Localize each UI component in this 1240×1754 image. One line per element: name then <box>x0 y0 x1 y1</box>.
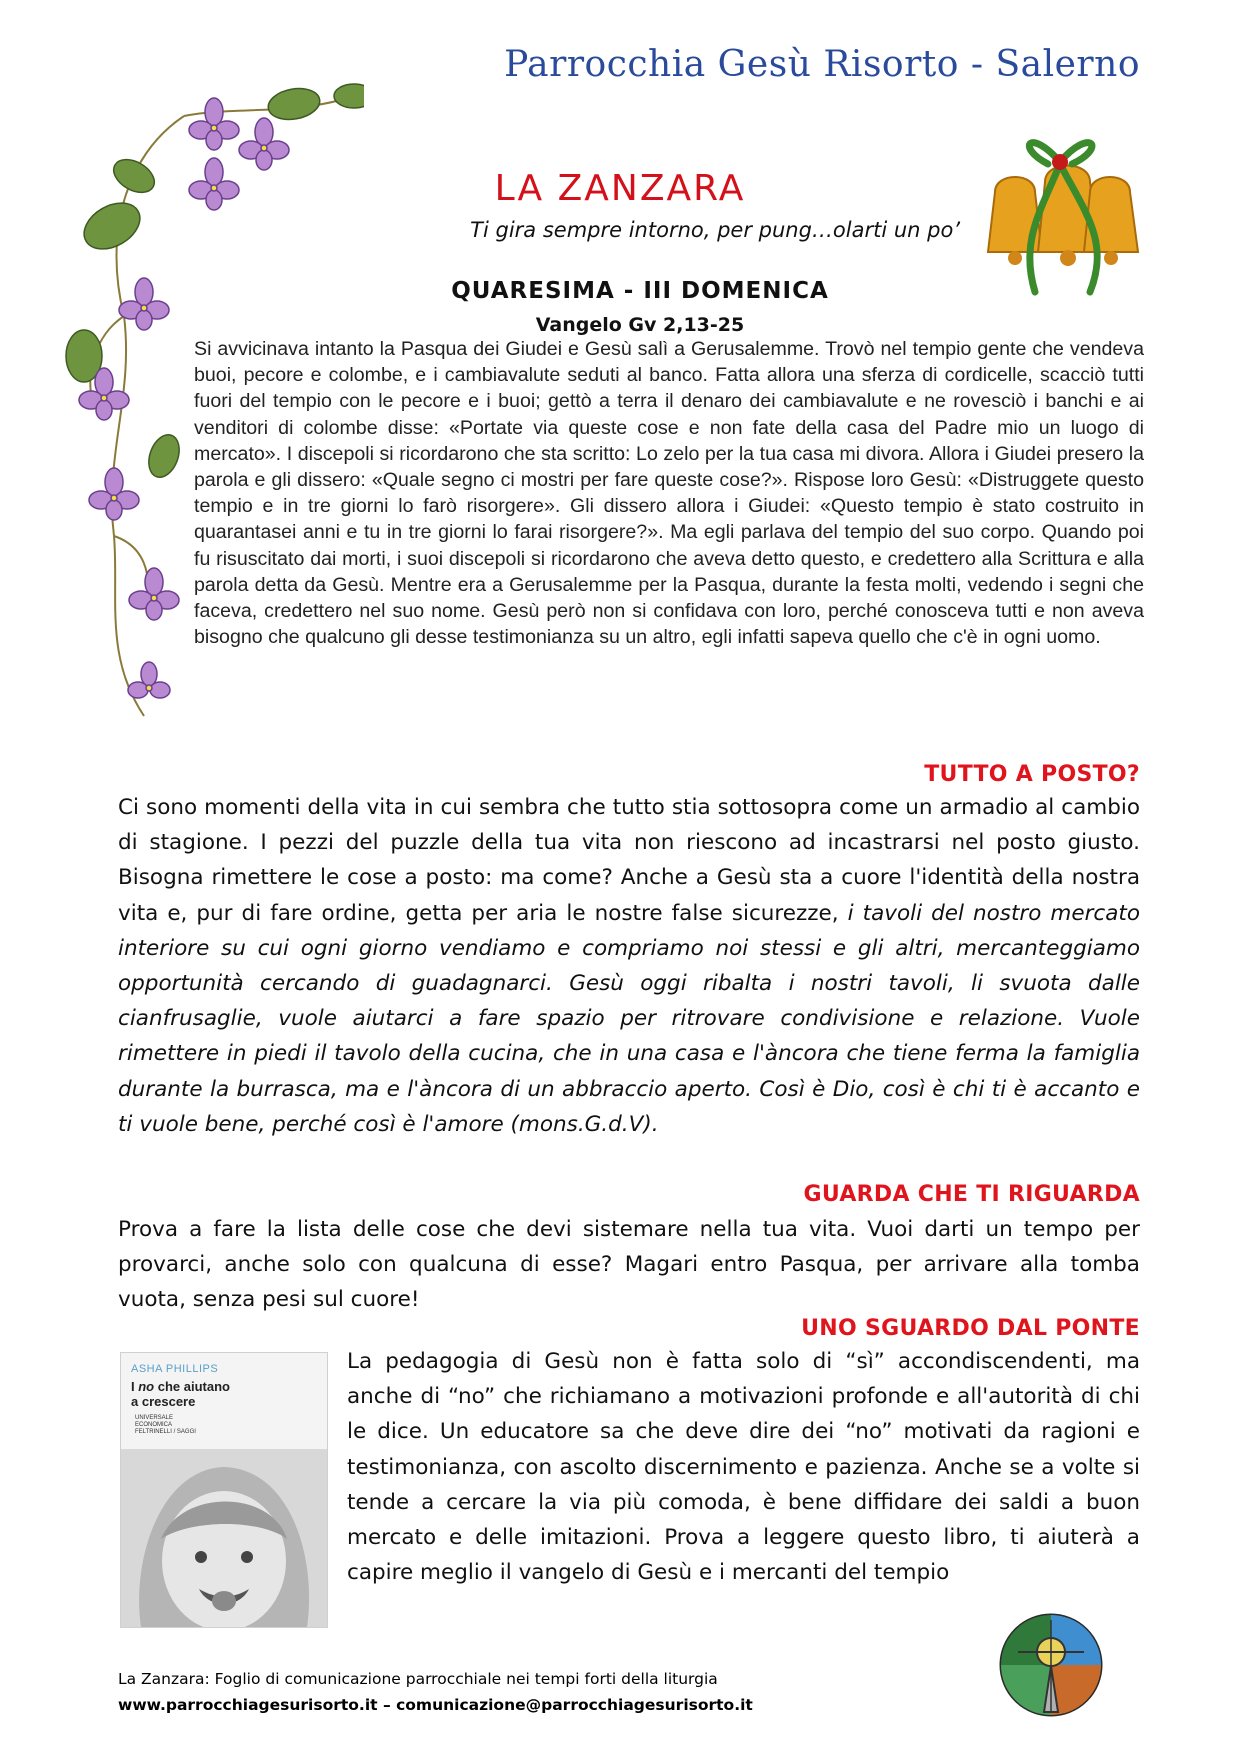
book-series-1: UNIVERSALE <box>135 1415 174 1421</box>
footer-contacts: www.parrocchiagesurisorto.it – comunicazione@parrocchiagesurisorto.it <box>118 1696 753 1714</box>
christmas-bells-icon <box>960 132 1160 297</box>
book-series: UNIVERSALE ECONOMICA FELTRINELLI / SAGGI <box>135 1415 196 1435</box>
section-text-plain: Ci sono momenti della vita in cui sembra che tutto stia sottosopra come un armadio al cambio di stagione. I pezzi del puzzle della tua vita non riescono ad incastrarsi nel posto giusto. Bisogna rimettere le cose a posto: ma come? Anche a Gesù sta a cuore l'identità della nostra vita e, pur di fare ordine, getta per aria le nostre false sicurezze, <box>118 795 1140 926</box>
book-title-post: che aiutano <box>154 1379 230 1394</box>
section-text-uno-sguardo-dal-ponte: La pedagogia di Gesù non è fatta solo di “sì” accondiscendenti, ma anche di “no” che richiamano a motivazioni profonde e all'autorità di chi le dice. Un educatore sa che deve dire dei “no” motivati da ragioni e testimonianza, con ascolto discernimento e pazienza. Anche se a volte si tende a cercare la via più comoda, è bene diffidare dei saldi a buon mercato e delle imitazioni. Prova a leggere questo libro, ti aiuterà a capire meglio il vangelo di Gesù e i mercanti del tempio <box>347 1349 1140 1586</box>
section-heading-guarda-che-ti-riguarda: GUARDA CHE TI RIGUARDA <box>803 1182 1140 1207</box>
section-text-italic: i tavoli del nostro mercato interiore su cui ogni giorno vendiamo e compriamo noi stessi e gli altri, mercanteggiamo opportunità cercando di guadagnarci. Gesù oggi ribalta i nostri tavoli, li svuota dalle cianfrusaglie, vuole aiutarci a fare spazio per ritrovare condivisione e relazione. Vuole rimettere in piedi il tavolo della cucina, che in una casa e l'àncora che tiene ferma la famiglia durante la burrasca, ma e l'àncora di un abbraccio aperto. Così è Dio, così è chi ti è accanto e ti vuole bene, perché così è l'amore (mons.G.d.V). <box>118 900 1140 1137</box>
book-series-4: SAGGI <box>176 1429 196 1435</box>
newsletter-tagline: Ti gira sempre intorno, per pung…olarti un po’ <box>470 218 960 242</box>
book-series-3: FELTRINELLI <box>135 1429 172 1435</box>
footer-description: : Foglio di comunicazione parrocchiale nei tempi forti della liturgia <box>204 1670 718 1688</box>
newsletter-title: LA ZANZARA <box>494 168 746 209</box>
section-heading-tutto-a-posto: TUTTO A POSTO? <box>924 762 1140 787</box>
book-title <box>131 1379 230 1409</box>
child-photo-icon <box>121 1449 327 1627</box>
section-text-guarda-che-ti-riguarda: Prova a fare la lista delle cose che devi sistemare nella tua vita. Vuoi darti un tempo per provarci, anche solo con qualcuna di esse? Magari entro Pasqua, per arrivare alla tomba vuota, senza pesi sul cuore! <box>118 1217 1140 1313</box>
section-text-tutto-a-posto <box>118 790 1140 1142</box>
book-author: ASHA PHILLIPS <box>131 1363 219 1375</box>
book-title-no: no <box>138 1379 155 1394</box>
book-series-2: ECONOMICA <box>135 1422 173 1428</box>
parish-name: Parrocchia Gesù Risorto - Salerno <box>504 44 1140 85</box>
section-heading-uno-sguardo-dal-ponte: UNO SGUARDO DAL PONTE <box>801 1316 1140 1341</box>
footer <box>118 1666 753 1718</box>
book-title-pre: I <box>131 1379 139 1394</box>
gospel-reference: Vangelo Gv 2,13-25 <box>535 314 745 336</box>
book-title-line2: a crescere <box>131 1394 196 1409</box>
stained-glass-logo-icon <box>998 1612 1104 1718</box>
book-cover <box>120 1352 328 1628</box>
gospel-text: Si avvicinava intanto la Pasqua dei Giudei e Gesù salì a Gerusalemme. Trovò nel tempio gente che vendeva buoi, pecore e colombe, e i cambiavalute seduti al banco. Fatta allora una sferza di cordicelle, scacciò tutti fuori del tempio con le pecore e i buoi; gettò a terra il denaro dei cambiavalute e ne rovesciò i banchi e ai venditori di colombe disse: «Portate via queste cose e non fate della casa del Padre mio un luogo di mercato». I discepoli si ricordarono che sta scritto: Lo zelo per la tua casa mi divora. Allora i Giudei presero la parola e gli dissero: «Quale segno ci mostri per fare queste cose?». Rispose loro Gesù: «Distruggete questo tempio e in tre giorni lo farò risorgere». Gli dissero allora i Giudei: «Questo tempio è stato costruito in quarantasei anni e tu in tre giorni lo farai risorgere?». Ma egli parlava del tempio del suo corpo. Quando poi fu risuscitato dai morti, i suoi discepoli si ricordarono che aveva detto questo, e credettero alla Scrittura e alla parola detta da Gesù. Mentre era a Gerusalemme per la Pasqua, durante la festa molti, vedendo i segni che faceva, credettero nel suo nome. Gesù però non si confidava con loro, perché conosceva tutti e non aveva bisogno che qualcuno gli desse testimonianza su un altro, egli infatti sapeva quello che c'è in ogni uomo. <box>194 338 1144 649</box>
footer-label: La Zanzara <box>118 1670 205 1688</box>
liturgical-occasion: QUARESIMA - III DOMENICA <box>451 278 829 304</box>
